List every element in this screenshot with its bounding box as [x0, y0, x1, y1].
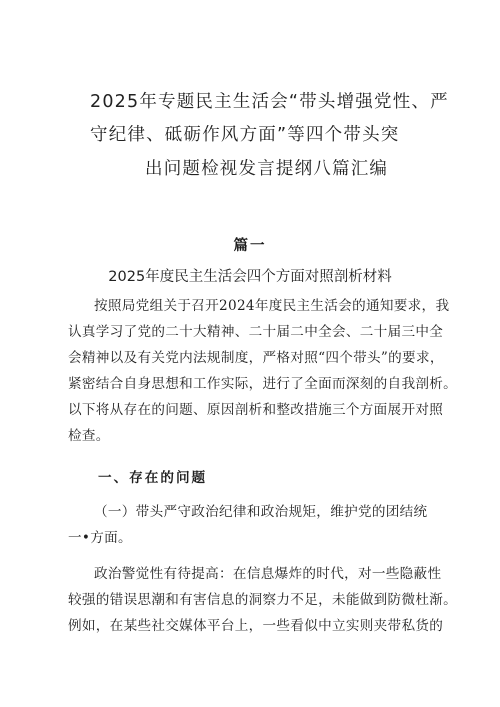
title-line-1: 2025年专题民主生活会“带头增强党性、严: [90, 92, 449, 112]
text-line: 按照局党组关于召开2024年度民主生活会的通知要求，我: [94, 298, 450, 314]
text-line: 检查。: [68, 428, 110, 444]
text-line: 例如，在某些社交媒体平台上，一些看似中立实则夹带私货的: [68, 618, 444, 634]
text-line: 以下将从存在的问题、原因剖析和整改措施三个方面展开对照: [68, 402, 444, 418]
title-line-3: 出问题检视发言提纲八篇汇编: [145, 159, 389, 179]
chapter-label: 篇一: [233, 237, 267, 254]
text-line: 认真学习了党的二十大精神、二十届二中全会、二十届三中全: [68, 324, 444, 340]
text-line: 较强的错误思潮和有害信息的洞察力不足，未能做到防微杜渐。: [68, 592, 458, 608]
text-line: （一）带头严守政治纪律和政治规矩，维护党的团结统: [94, 504, 428, 520]
text-line: 政治警觉性有待提高：在信息爆炸的时代，对一些隐蔽性: [94, 566, 442, 582]
text-line: 一•方面。: [68, 530, 132, 546]
document-heading: 2025年度民主生活会四个方面对照剖析材料: [108, 269, 392, 285]
text-line: 紧密结合自身思想和工作实际，进行了全面而深刻的自我剖析。: [68, 376, 458, 392]
title-line-2: 守纪律、砥砺作风方面”等四个带头突: [90, 125, 400, 145]
subsection-heading: [68, 499, 427, 551]
text-line: 会精神以及有关党内法规制度，严格对照“四个带头”的要求，: [68, 350, 444, 366]
body-paragraph: [68, 561, 457, 639]
section-heading: 一、存在的问题: [98, 470, 208, 486]
intro-paragraph: [68, 293, 457, 449]
